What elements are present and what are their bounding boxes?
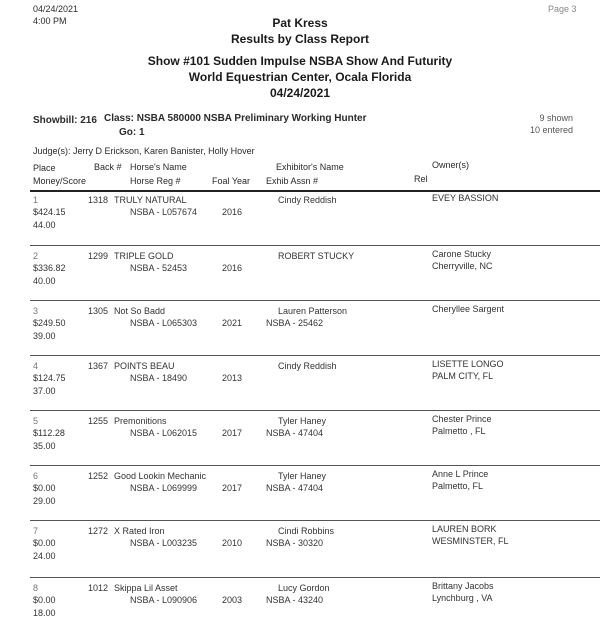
- page-number: Page 3: [548, 4, 577, 14]
- entry-foal-year: 2016: [222, 207, 243, 217]
- entry-horse-reg: NSBA - L065303: [130, 318, 198, 328]
- row-divider: [30, 577, 600, 578]
- entry-owner-location: Lynchburg , VA: [432, 593, 493, 603]
- entry-horse-name: TRIPLE GOLD: [114, 251, 174, 261]
- entry-exhibitor-name: Lucy Gordon: [278, 583, 330, 593]
- entry-exhibitor-name: Lauren Patterson: [278, 306, 348, 316]
- entry-score: 35.00: [33, 441, 56, 451]
- row-divider: [30, 520, 600, 521]
- entry-owner-location: PALM CITY, FL: [432, 371, 494, 381]
- report-owner-title: Pat Kress: [272, 16, 328, 30]
- entry-place: 7: [33, 526, 39, 536]
- col-header-rel: Rel: [414, 174, 428, 184]
- entry-owner-name: Carone Stucky: [432, 249, 492, 259]
- print-time: 4:00 PM: [33, 16, 67, 26]
- entry-score: 39.00: [33, 331, 56, 341]
- entry-place: 8: [33, 583, 39, 593]
- entry-horse-name: Premonitions: [114, 416, 167, 426]
- entry-place: 2: [33, 251, 39, 261]
- list-item: [0, 468, 600, 524]
- entry-owner-location: Palmetto , FL: [432, 426, 486, 436]
- entry-place: 5: [33, 416, 39, 426]
- row-divider: [30, 300, 600, 301]
- entry-owner-name: Chester Prince: [432, 414, 492, 424]
- entry-horse-reg: NSBA - 18490: [130, 373, 188, 383]
- entry-back-number: 1318: [88, 195, 109, 205]
- entry-place: 3: [33, 306, 39, 316]
- entry-exhib-assn: NSBA - 47404: [266, 428, 324, 438]
- entry-owner-name: LAUREN BORK: [432, 524, 497, 534]
- entry-owner-name: EVEY BASSION: [432, 193, 499, 203]
- entry-money: $124.75: [33, 373, 66, 383]
- col-header-foal-year: Foal Year: [212, 176, 251, 186]
- entry-owner-name: Anne L Prince: [432, 469, 489, 479]
- entry-horse-name: Skippa Lil Asset: [114, 583, 178, 593]
- entry-horse-name: POINTS BEAU: [114, 361, 175, 371]
- entry-score: 18.00: [33, 608, 56, 618]
- entry-score: 40.00: [33, 276, 56, 286]
- list-item: [0, 358, 600, 414]
- entry-exhib-assn: NSBA - 30320: [266, 538, 324, 548]
- entry-horse-name: Not So Badd: [114, 306, 166, 316]
- entered-count: 10 entered: [529, 125, 573, 135]
- list-item: [0, 413, 600, 469]
- entry-score: 29.00: [33, 496, 56, 506]
- entry-foal-year: 2003: [222, 595, 243, 605]
- entry-back-number: 1367: [88, 361, 109, 371]
- entry-owner-location: Cherryville, NC: [432, 261, 493, 271]
- entry-horse-name: TRULY NATURAL: [114, 195, 187, 205]
- entry-back-number: 1272: [88, 526, 109, 536]
- entry-foal-year: 2013: [222, 373, 243, 383]
- judges-line: Judge(s): Jerry D Erickson, Karen Banister, Holly Hover: [33, 146, 255, 156]
- print-date: 04/24/2021: [33, 4, 79, 14]
- list-item: [0, 523, 600, 579]
- entry-owner-name: Brittany Jacobs: [432, 581, 494, 591]
- entry-exhibitor-name: Tyler Haney: [278, 471, 327, 481]
- row-divider: [30, 355, 600, 356]
- show-date: 04/24/2021: [269, 86, 331, 100]
- row-divider: [30, 465, 600, 466]
- entry-score: 44.00: [33, 220, 56, 230]
- entry-back-number: 1255: [88, 416, 109, 426]
- show-venue: World Equestrian Center, Ocala Florida: [188, 70, 412, 84]
- list-item: [0, 248, 600, 304]
- col-header-place: Place: [33, 163, 56, 173]
- entry-horse-name: X Rated Iron: [114, 526, 165, 536]
- entry-money: $424.15: [33, 207, 66, 217]
- entry-horse-reg: NSBA - 52453: [130, 263, 188, 273]
- entry-score: 24.00: [33, 551, 56, 561]
- go-number: Go: 1: [119, 127, 145, 138]
- class-name: Class: NSBA 580000 NSBA Preliminary Working Hunter: [104, 113, 367, 124]
- entry-horse-reg: NSBA - L069999: [130, 483, 198, 493]
- entry-foal-year: 2017: [222, 483, 243, 493]
- entry-place: 1: [33, 195, 39, 205]
- entry-horse-reg: NSBA - L003235: [130, 538, 198, 548]
- shown-count: 9 shown: [539, 113, 573, 123]
- col-header-horse-name: Horse's Name: [130, 162, 187, 172]
- entry-exhibitor-name: ROBERT STUCKY: [278, 251, 355, 261]
- entry-foal-year: 2016: [222, 263, 243, 273]
- entry-owner-name: Cheryllee Sargent: [432, 304, 505, 314]
- entry-foal-year: 2021: [222, 318, 243, 328]
- entry-back-number: 1299: [88, 251, 109, 261]
- entry-money: $336.82: [33, 263, 66, 273]
- entry-horse-name: Good Lookin Mechanic: [114, 471, 207, 481]
- entry-horse-reg: NSBA - L090906: [130, 595, 198, 605]
- entry-back-number: 1252: [88, 471, 109, 481]
- list-item: [0, 580, 600, 636]
- entry-exhibitor-name: Cindy Reddish: [278, 195, 337, 205]
- show-name: Show #101 Sudden Impulse NSBA Show And Futurity: [147, 54, 453, 68]
- entry-foal-year: 2017: [222, 428, 243, 438]
- row-divider: [30, 410, 600, 411]
- list-item: [0, 303, 600, 359]
- entry-owner-location: Palmetto, FL: [432, 481, 484, 491]
- col-header-owners: Owner(s): [432, 160, 470, 170]
- entry-exhib-assn: NSBA - 47404: [266, 483, 324, 493]
- entry-owner-location: WESMINSTER, FL: [432, 536, 509, 546]
- entry-exhibitor-name: Cindi Robbins: [278, 526, 335, 536]
- report-subtitle: Results by Class Report: [230, 32, 370, 46]
- entry-back-number: 1305: [88, 306, 109, 316]
- entry-exhib-assn: NSBA - 25462: [266, 318, 324, 328]
- col-header-back-number: Back #: [94, 162, 122, 172]
- entry-horse-reg: NSBA - L057674: [130, 207, 198, 217]
- entry-exhibitor-name: Cindy Reddish: [278, 361, 337, 371]
- entry-money: $112.28: [33, 428, 65, 438]
- col-header-horse-reg: Horse Reg #: [130, 176, 181, 186]
- col-header-exhibitor: Exhibitor's Name: [276, 162, 344, 172]
- entry-back-number: 1012: [88, 583, 109, 593]
- entry-money: $0.00: [33, 595, 56, 605]
- entry-place: 6: [33, 471, 39, 481]
- showbill-number: Showbill: 216: [33, 115, 97, 126]
- entry-money: $249.50: [33, 318, 66, 328]
- row-divider: [30, 245, 600, 246]
- entry-exhib-assn: NSBA - 43240: [266, 595, 324, 605]
- list-item: [0, 192, 600, 248]
- entry-money: $0.00: [33, 538, 56, 548]
- entry-place: 4: [33, 361, 39, 371]
- col-header-money-score: Money/Score: [33, 176, 87, 186]
- entry-money: $0.00: [33, 483, 56, 493]
- entry-owner-name: LISETTE LONGO: [432, 359, 504, 369]
- entry-exhibitor-name: Tyler Haney: [278, 416, 327, 426]
- col-header-exhib-assn: Exhib Assn #: [266, 176, 319, 186]
- entry-score: 37.00: [33, 386, 56, 396]
- entry-foal-year: 2010: [222, 538, 243, 548]
- entry-horse-reg: NSBA - L062015: [130, 428, 198, 438]
